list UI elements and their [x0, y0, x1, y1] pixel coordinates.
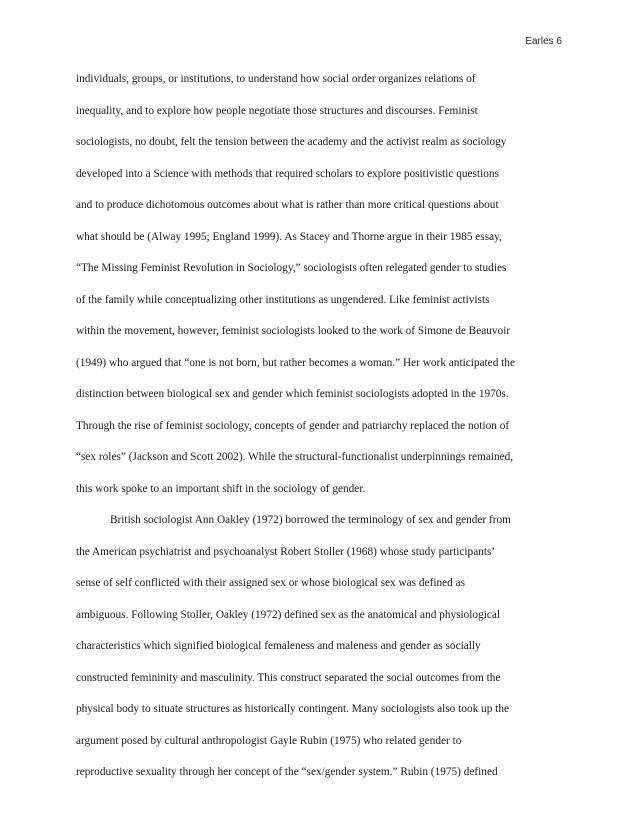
text-line: physical body to situate structures as historically contingent. Many sociologists also took up the: [76, 703, 509, 715]
text-line: Through the rise of feminist sociology, concepts of gender and patriarchy replaced the notion of: [76, 419, 510, 432]
text-line: the American psychiatrist and psychoanalyst Robert Stoller (1968) whose study participants’: [76, 545, 496, 558]
text-line: British sociologist Ann Oakley (1972) borrowed the terminology of sex and gender from: [110, 514, 511, 526]
text-line: distinction between biological sex and gender which feminist sociologists adopted in the 1970s.: [76, 388, 509, 400]
running-head: Earles 6: [525, 36, 562, 47]
text-line: (1949) who argued that “one is not born, but rather becomes a woman.” Her work anticipated the: [76, 356, 515, 369]
text-line: sense of self conflicted with their assigned sex or whose biological sex was defined as: [76, 577, 466, 589]
text-line: of the family while conceptualizing other institutions as ungendered. Like feminist activists: [76, 293, 490, 306]
text-line: “sex roles” (Jackson and Scott 2002). While the structural-functionalist underpinnings remained,: [76, 451, 514, 463]
text-line: individuals, groups, or institutions, to understand how social order organizes relations of: [76, 73, 476, 85]
text-line: what should be (Alway 1995; England 1999). As Stacey and Thorne argue in their 1985 essay,: [76, 230, 502, 243]
text-line: characteristics which signified biological femaleness and maleness and gender as socially: [76, 640, 481, 652]
text-line: ambiguous. Following Stoller, Oakley (1972) defined sex as the anatomical and physiological: [76, 608, 501, 621]
body-text: [76, 72, 566, 797]
text-line: sociologists, no doubt, felt the tension between the academy and the activist realm as sociology: [76, 136, 507, 148]
text-line: argument posed by cultural anthropologist Gayle Rubin (1975) who related gender to: [76, 734, 462, 747]
text-line: constructed femininity and masculinity. This construct separated the social outcomes from the: [76, 671, 501, 684]
text-line: inequality, and to explore how people negotiate those structures and discourses. Feminist: [76, 104, 478, 117]
text-line: and to produce dichotomous outcomes about what is rather than more critical questions about: [76, 199, 499, 211]
text-line: within the movement, however, feminist sociologists looked to the work of Simone de Beauvoir: [76, 325, 511, 337]
text-line: this work spoke to an important shift in the sociology of gender.: [76, 482, 366, 495]
text-line: developed into a Science with methods that required scholars to explore positivistic questions: [76, 167, 499, 180]
text-line: “The Missing Feminist Revolution in Sociology,” sociologists often relegated gender to studies: [76, 262, 507, 274]
text-line: reproductive sexuality through her concept of the “sex/gender system.” Rubin (1975) defined: [76, 766, 498, 778]
